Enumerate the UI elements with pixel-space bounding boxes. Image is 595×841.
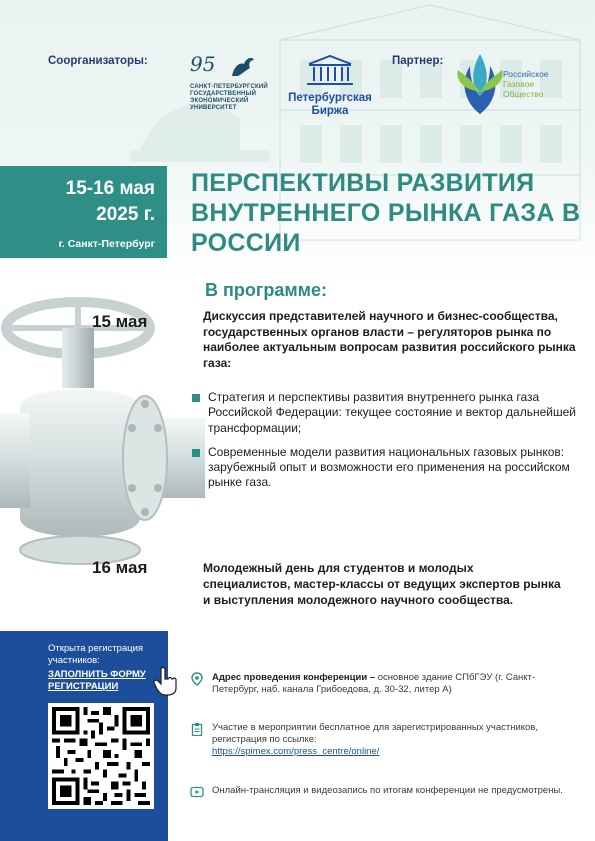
registration-qr-code[interactable] [48, 703, 154, 809]
day2-description: Молодежный день для студентов и молодых специалистов, мастер-классы от ведущих экспертов рынка и выступления молодежного научного сообщества. [203, 561, 561, 607]
bullet-square-icon [192, 394, 200, 402]
program-heading: В программе: [205, 280, 328, 300]
event-city: г. Санкт-Петербург [58, 238, 155, 250]
bullet-square-icon [192, 449, 200, 457]
event-dates: 15-16 мая 2025 г. [65, 178, 155, 225]
unecon-logo [190, 50, 270, 120]
location-pin-icon [190, 672, 204, 686]
unecon-name: САНКТ-ПЕТЕРБУРГСКИЙ ГОСУДАРСТВЕННЫЙ ЭКОНОМИЧЕСКИЙ УНИВЕРСИТЕТ [190, 84, 268, 111]
online-text: Онлайн-трансляция и видеозапись по итогам конференции не предусмотрены. [212, 785, 563, 796]
venue-address-label: Адрес проведения конференции – [212, 672, 376, 683]
day2-label: 16 мая [92, 558, 148, 577]
venue-address-text: основное здание СПбГЭУ (г. Санкт-Петербург, наб. канала Грибоедова, д. 30-32, литер А) [212, 672, 536, 695]
gas-society-name: Российское Газовое Общество [503, 69, 549, 99]
spb-exchange-logo [278, 54, 382, 120]
clipboard-icon [190, 722, 204, 736]
event-title: ПЕРСПЕКТИВЫ РАЗВИТИЯ ВНУТРЕННЕГО РЫНКА ГАЗА В РОССИИ [191, 169, 581, 257]
pointer-hand-icon [152, 666, 178, 696]
griffin-icon [228, 52, 256, 80]
participation-text: Участие в мероприятии бесплатное для зарегистрированных участников, регистрация по ссылке: [212, 722, 538, 745]
exchange-building-icon [305, 54, 355, 88]
list-item: Стратегия и перспективы развития внутреннего рынка газа Российской Федерации: текущее состояние и вектор дальнейшей трансформации; [190, 390, 580, 436]
day1-description: Дискуссия представителей научного и бизнес-сообщества, государственных органов власти – регуляторов рынка по наиболее актуальным вопросам развития российского рынка газа: [203, 309, 576, 370]
qr-code-icon [52, 707, 150, 805]
date-banner [0, 166, 167, 258]
registration-label: Открыта регистрация участников: [48, 643, 144, 666]
video-play-icon [190, 785, 204, 799]
day1-label: 15 мая [92, 312, 148, 331]
day1-topics-list [190, 390, 580, 500]
unecon-anniversary-number: 95 [190, 52, 216, 76]
partner-label: Партнер: [392, 55, 444, 67]
gas-society-logo [456, 52, 566, 118]
coorganizers-label: Соорганизаторы: [48, 55, 148, 67]
registration-panel [0, 631, 168, 841]
spb-exchange-name: Петербургская Биржа [288, 92, 372, 117]
gas-flame-icon [456, 52, 504, 116]
registration-url-link[interactable]: https://spimex.com/press_centre/online/ [212, 746, 380, 757]
list-item: Современные модели развития национальных газовых рынков: зарубежный опыт и возможности его применения на российском рынке газа. [190, 445, 580, 491]
registration-form-link[interactable]: ЗАПОЛНИТЬ ФОРМУ РЕГИСТРАЦИИ [48, 669, 146, 692]
